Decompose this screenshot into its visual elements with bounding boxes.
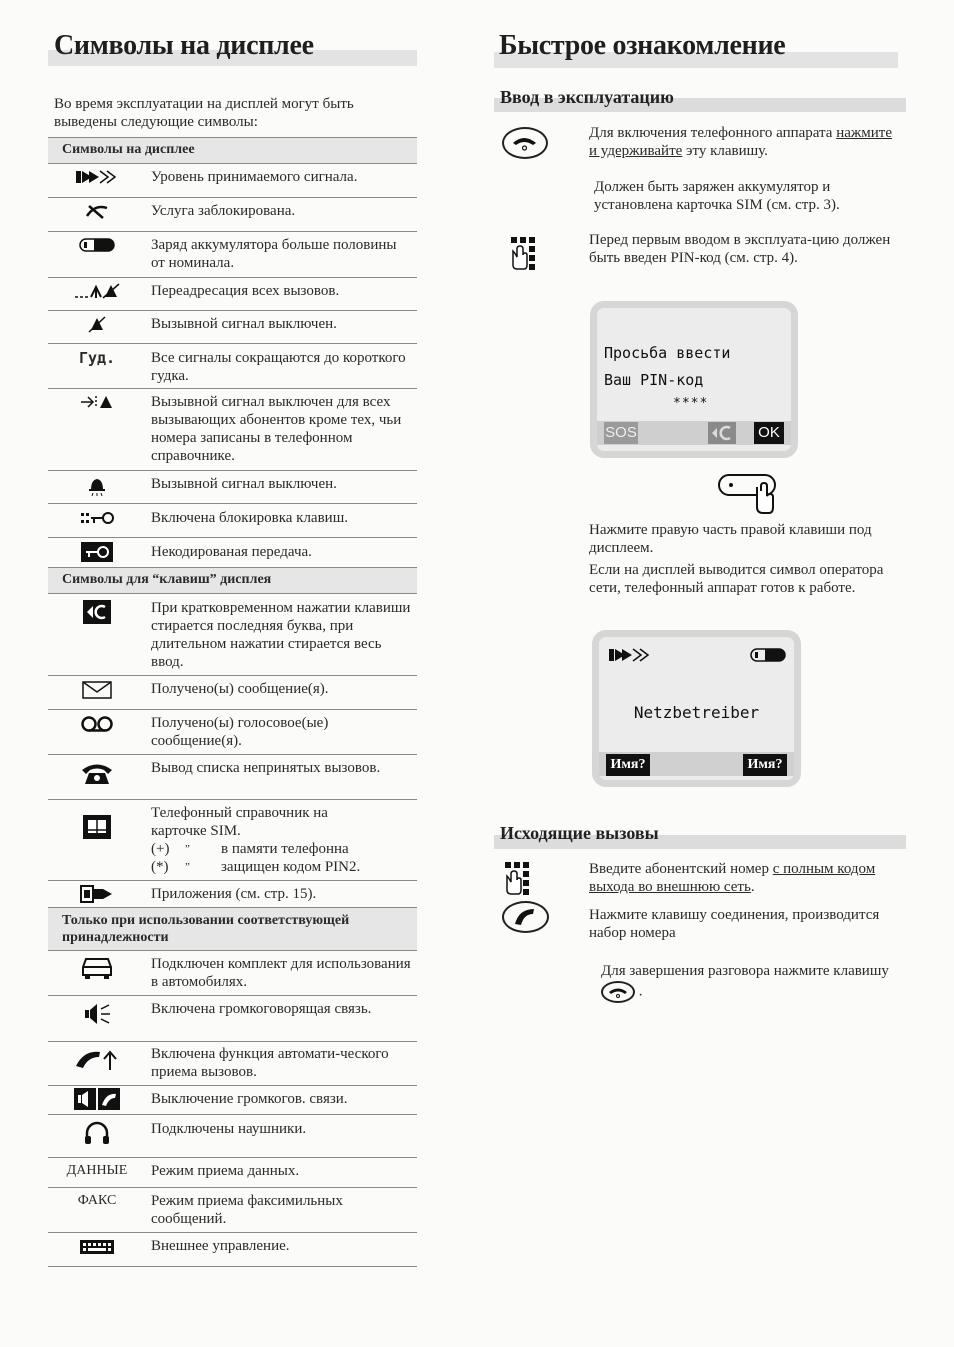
pin-mask: ****	[673, 396, 709, 411]
outgoing-calls-heading: Исходящие вызовы	[500, 823, 659, 843]
row-text: Получено(ы) голосовое(ые) сообщение(я).	[151, 715, 329, 749]
applications-icon	[60, 884, 134, 909]
beep-label: Гуд.	[78, 349, 116, 367]
battery-icon	[60, 236, 134, 259]
row-text: Включена функция автомати-ческого приема вызовов.	[151, 1046, 389, 1080]
row-text: Некодированая передача.	[151, 544, 312, 560]
row-text: Получено(ы) сообщение(я).	[151, 681, 329, 697]
phonebook-icon	[60, 814, 134, 845]
row-text: Переадресация всех вызовов.	[151, 283, 340, 299]
row-text: Вывод списка непринятых вызовов.	[151, 760, 381, 776]
unencrypted-icon	[60, 541, 134, 568]
text-part: эту клавишу.	[686, 143, 768, 159]
row-text: Включена громкоговорящая связь.	[151, 1001, 372, 1017]
row-text: При кратковременном нажатии клавиши стирается последняя буква, при длительном нажатии стирается весь ввод.	[151, 600, 411, 670]
vip-ringer-icon	[60, 393, 134, 416]
ringer-off-icon	[60, 315, 134, 338]
right-key-press-icon	[717, 473, 781, 520]
right-page-title: Быстрое ознакомление	[499, 30, 786, 61]
clear-softkey-icon[interactable]	[708, 422, 736, 444]
emphasis-text: с полным кодом выхода во внешнюю сеть	[589, 861, 876, 895]
car-kit-icon	[60, 955, 134, 986]
standby-display	[592, 630, 801, 787]
text-part: .	[750, 879, 755, 895]
call-divert-icon	[60, 282, 134, 305]
ditto-mark: ”	[185, 843, 190, 855]
text-part: Для включения телефонного аппарата	[589, 125, 833, 141]
pin-entry-display	[590, 301, 798, 458]
row-text: Подключены наушники.	[151, 1121, 307, 1137]
row-text: Вызывной сигнал выключен.	[151, 476, 337, 492]
emphasis-text: нажмите и удерживайте	[589, 125, 892, 159]
press-right-key-text: Нажмите правую часть правой клавиши под дисплеем.	[589, 522, 872, 556]
headset-icon	[60, 1120, 134, 1151]
signal-strength-icon	[605, 646, 655, 669]
phonebook-line-1: Телефонный справочник на	[151, 805, 328, 821]
speaker-off-icon	[60, 1087, 134, 1116]
operator-name: Netzbetreiber	[633, 703, 760, 722]
left-page-title: Символы на дисплее	[54, 30, 314, 61]
end-call-instruction	[601, 961, 891, 1003]
end-key-icon	[502, 127, 548, 159]
row-text: Уровень принимаемого сигнала.	[151, 169, 358, 185]
connect-instruction: Нажмите клавишу соединения, производится набор номера	[589, 907, 880, 941]
row-text: Подключен комплект для использования в автомобилях.	[151, 956, 411, 990]
startup-heading: Ввод в эксплуатацию	[500, 87, 674, 107]
row-text	[151, 804, 413, 876]
display-line-1: Просьба ввести	[604, 344, 731, 362]
section-display-symbols-header: Символы на дисплее	[48, 138, 417, 163]
row-text: Режим приема данных.	[151, 1163, 300, 1179]
row-text: Вызывной сигнал выключен для всех вызывающих абонентов кроме тех, чьи номера записаны в телефонном справочнике.	[151, 394, 402, 464]
ditto-mark: ”	[185, 861, 190, 873]
call-key-icon	[502, 901, 549, 933]
text-part: Введите абонентский номер	[589, 861, 769, 877]
signal-strength-icon	[60, 168, 134, 191]
sub-mark: (*)	[151, 859, 169, 875]
fax-mode-label: ФАКС	[77, 1193, 117, 1208]
row-text: Включена блокировка клавиш.	[151, 510, 348, 526]
keyboard-icon	[60, 1238, 134, 1261]
pin-note: Перед первым вводом в эксплуата-цию должен быть введен PIN-код (см. стр. 4).	[589, 232, 891, 266]
sub-text: защищен кодом PIN2.	[221, 859, 361, 875]
power-on-instruction	[589, 124, 899, 160]
keypad-icon	[509, 235, 545, 276]
section-accessory-symbols-header: Только при использовании соответствующей принадлежности	[48, 908, 417, 950]
text-part: Для завершения разговора нажмите клавишу	[601, 963, 889, 979]
auto-answer-icon	[60, 1046, 134, 1077]
ok-softkey[interactable]: OK	[754, 422, 784, 444]
bell-icon	[60, 475, 134, 502]
service-blocked-icon	[60, 202, 134, 225]
network-ready-text: Если на дисплей выводится символ оператора сети, телефонный аппарат готов к работе.	[589, 562, 884, 596]
display-line-2: Ваш PIN-код	[604, 371, 704, 389]
row-text: Внешнее управление.	[151, 1238, 290, 1254]
phonebook-sub-1	[151, 840, 413, 858]
battery-icon	[743, 646, 793, 669]
left-softkey[interactable]: Имя?	[606, 754, 650, 776]
row-text: Заряд аккумулятора больше половины от номинала.	[151, 237, 397, 271]
phonebook-line-2: карточке SIM.	[151, 823, 241, 839]
section-softkey-symbols-header: Символы для “клавиш” дисплея	[48, 568, 417, 593]
row-text: Приложения (см. стр. 15).	[151, 886, 317, 902]
right-softkey[interactable]: Имя?	[743, 754, 787, 776]
row-text: Услуга заблокирована.	[151, 203, 296, 219]
row-text: Выключение громкогов. связи.	[151, 1091, 348, 1107]
dial-number-instruction	[589, 860, 899, 896]
text-part: .	[638, 983, 643, 1000]
data-mode-label: ДАННЫЕ	[66, 1163, 128, 1178]
sos-softkey[interactable]: SOS	[604, 422, 638, 444]
end-key-icon	[601, 981, 635, 1003]
clear-icon	[60, 599, 134, 630]
envelope-icon	[60, 680, 134, 705]
sub-text: в памяти телефонна	[221, 841, 349, 857]
phonebook-sub-2	[151, 858, 413, 876]
row-text: Все сигналы сокращаются до короткого гудка.	[151, 350, 406, 384]
keylock-icon	[60, 509, 134, 532]
speaker-icon	[60, 1001, 134, 1032]
intro-text: Во время эксплуатации на дисплей могут быть выведены следующие символы:	[54, 96, 354, 130]
voicemail-icon	[60, 714, 134, 739]
battery-sim-note: Должен быть заряжен аккумулятор и установлена карточка SIM (см. стр. 3).	[594, 179, 840, 213]
phone-icon	[60, 760, 134, 791]
row-text: Режим приема факсимильных сообщений.	[151, 1193, 343, 1227]
sub-mark: (+)	[151, 841, 170, 857]
row-text: Вызывной сигнал выключен.	[151, 316, 337, 332]
keypad-icon	[503, 860, 539, 901]
